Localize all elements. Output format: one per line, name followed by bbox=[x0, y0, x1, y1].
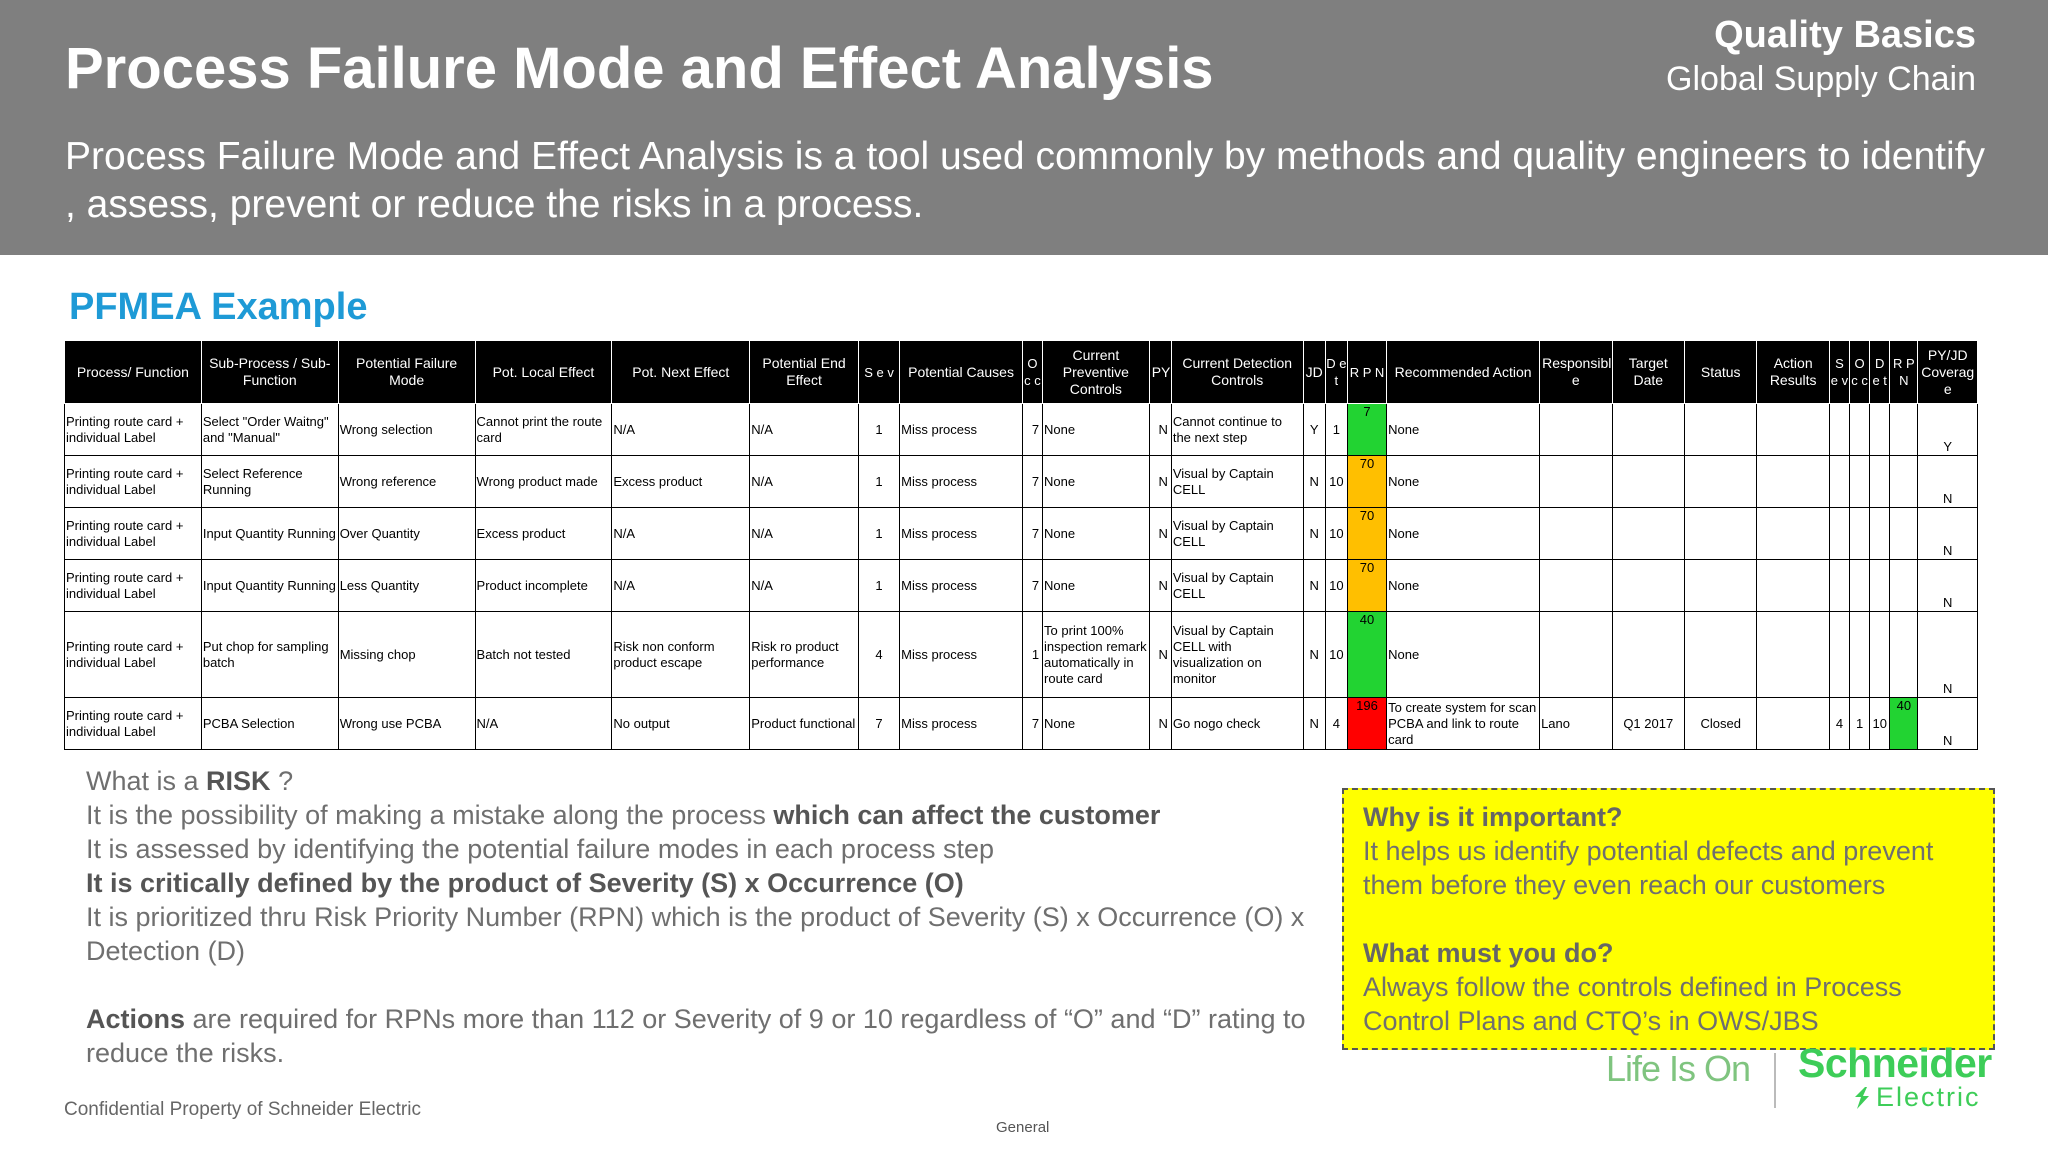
cell-process: Printing route card + individual Label bbox=[65, 508, 202, 560]
cell-detection: Visual by Captain CELL bbox=[1171, 508, 1303, 560]
logo-divider bbox=[1774, 1053, 1776, 1108]
cell-results bbox=[1757, 404, 1829, 456]
cell-preventive: None bbox=[1043, 404, 1150, 456]
cell-sev: 7 bbox=[858, 698, 899, 750]
cell-coverage: N bbox=[1918, 698, 1978, 750]
column-header: D e t bbox=[1325, 341, 1347, 404]
risk-question bbox=[86, 764, 1306, 798]
cell-failure-mode: Wrong selection bbox=[338, 404, 475, 456]
cell-jd: N bbox=[1303, 508, 1325, 560]
column-header: Pot. Local Effect bbox=[475, 341, 612, 404]
column-header: Pot. Next Effect bbox=[612, 341, 750, 404]
classification-label: General bbox=[996, 1119, 1050, 1136]
confidential-notice: Confidential Property of Schneider Electric bbox=[64, 1099, 421, 1120]
column-header: Process/ Function bbox=[65, 341, 202, 404]
cell-det2 bbox=[1870, 560, 1890, 612]
cell-rpn2 bbox=[1890, 508, 1918, 560]
cell-coverage: N bbox=[1918, 560, 1978, 612]
cell-next-effect: No output bbox=[612, 698, 750, 750]
cell-jd: N bbox=[1303, 698, 1325, 750]
cell-next-effect: N/A bbox=[612, 508, 750, 560]
cell-jd: N bbox=[1303, 612, 1325, 698]
cell-preventive: To print 100% inspection remark automatically in route card bbox=[1043, 612, 1150, 698]
table-header bbox=[65, 341, 1978, 404]
cell-occ2 bbox=[1850, 612, 1870, 698]
cell-next-effect: Excess product bbox=[612, 456, 750, 508]
cell-py: N bbox=[1149, 508, 1171, 560]
cell-preventive: None bbox=[1043, 508, 1150, 560]
column-header: Status bbox=[1684, 341, 1756, 404]
table-row bbox=[65, 698, 1978, 750]
column-header: PY/JD Coverag e bbox=[1918, 341, 1978, 404]
cell-coverage: N bbox=[1918, 456, 1978, 508]
cell-end-effect: Product functional bbox=[750, 698, 859, 750]
risk-actions-text: are required for RPNs more than 112 or Severity of 9 or 10 regardless of “O” and “D” rating to reduce the risks. bbox=[86, 1004, 1306, 1068]
cell-local-effect: Wrong product made bbox=[475, 456, 612, 508]
risk-line-4: It is prioritized thru Risk Priority Number (RPN) which is the product of Severity (S) x Occurrence (O) x Detection (D) bbox=[86, 902, 1305, 966]
cell-sev2 bbox=[1829, 404, 1849, 456]
cell-causes: Miss process bbox=[900, 612, 1023, 698]
cell-sev2 bbox=[1829, 456, 1849, 508]
cell-rpn2 bbox=[1890, 560, 1918, 612]
cell-results bbox=[1757, 560, 1829, 612]
column-header: O c c bbox=[1850, 341, 1870, 404]
column-header: S e v bbox=[1829, 341, 1849, 404]
cell-rpn: 40 bbox=[1347, 612, 1386, 698]
column-header: Action Results bbox=[1757, 341, 1829, 404]
cell-jd: N bbox=[1303, 560, 1325, 612]
column-header: R P N bbox=[1347, 341, 1386, 404]
cell-results bbox=[1757, 698, 1829, 750]
cell-occ2 bbox=[1850, 508, 1870, 560]
cell-det2 bbox=[1870, 508, 1890, 560]
page-title: Process Failure Mode and Effect Analysis bbox=[65, 36, 1214, 101]
cell-det: 4 bbox=[1325, 698, 1347, 750]
cell-local-effect: Product incomplete bbox=[475, 560, 612, 612]
cell-sev: 1 bbox=[858, 560, 899, 612]
cell-next-effect: N/A bbox=[612, 404, 750, 456]
cell-status bbox=[1684, 456, 1756, 508]
cell-det: 10 bbox=[1325, 560, 1347, 612]
cell-results bbox=[1757, 508, 1829, 560]
cell-failure-mode: Over Quantity bbox=[338, 508, 475, 560]
cell-occ2 bbox=[1850, 404, 1870, 456]
example-heading: PFMEA Example bbox=[69, 286, 368, 328]
cell-causes: Miss process bbox=[900, 698, 1023, 750]
risk-question-bold: RISK bbox=[206, 766, 271, 796]
cell-detection: Visual by Captain CELL bbox=[1171, 560, 1303, 612]
cell-action: To create system for scan PCBA and link to route card bbox=[1387, 698, 1540, 750]
cell-responsible: Lano bbox=[1540, 698, 1612, 750]
table-row bbox=[65, 612, 1978, 698]
cell-sub-process: PCBA Selection bbox=[201, 698, 338, 750]
cell-end-effect: Risk ro product performance bbox=[750, 612, 859, 698]
column-header: Recommended Action bbox=[1387, 341, 1540, 404]
cell-sev2 bbox=[1829, 612, 1849, 698]
cell-sev2 bbox=[1829, 560, 1849, 612]
brand-subtitle: Global Supply Chain bbox=[1666, 60, 1976, 98]
life-is-on-slogan: Life Is On bbox=[1606, 1048, 1751, 1089]
importance-callout bbox=[1342, 788, 1995, 1050]
cell-target bbox=[1612, 456, 1684, 508]
cell-responsible bbox=[1540, 456, 1612, 508]
cell-sev: 1 bbox=[858, 404, 899, 456]
cell-failure-mode: Less Quantity bbox=[338, 560, 475, 612]
risk-line-3-bold: It is critically defined by the product of Severity (S) x Occurrence (O) bbox=[86, 868, 964, 898]
table-row bbox=[65, 508, 1978, 560]
cell-det: 10 bbox=[1325, 456, 1347, 508]
cell-action: None bbox=[1387, 456, 1540, 508]
risk-actions-bold: Actions bbox=[86, 1004, 186, 1034]
table-row bbox=[65, 404, 1978, 456]
pfmea-table bbox=[64, 340, 1978, 750]
cell-jd: Y bbox=[1303, 404, 1325, 456]
cell-next-effect: N/A bbox=[612, 560, 750, 612]
column-header: D e t bbox=[1870, 341, 1890, 404]
cell-causes: Miss process bbox=[900, 560, 1023, 612]
cell-occ: 7 bbox=[1022, 404, 1042, 456]
column-header: Potential End Effect bbox=[750, 341, 859, 404]
cell-occ2 bbox=[1850, 456, 1870, 508]
cell-sub-process: Select Reference Running bbox=[201, 456, 338, 508]
cell-preventive: None bbox=[1043, 698, 1150, 750]
cell-det: 10 bbox=[1325, 508, 1347, 560]
cell-process: Printing route card + individual Label bbox=[65, 698, 202, 750]
column-header: Current Preventive Controls bbox=[1043, 341, 1150, 404]
cell-py: N bbox=[1149, 456, 1171, 508]
cell-action: None bbox=[1387, 404, 1540, 456]
cell-coverage: N bbox=[1918, 508, 1978, 560]
column-header: PY bbox=[1149, 341, 1171, 404]
cell-sub-process: Input Quantity Running bbox=[201, 508, 338, 560]
cell-end-effect: N/A bbox=[750, 404, 859, 456]
cell-rpn2: 40 bbox=[1890, 698, 1918, 750]
column-header: Potential Failure Mode bbox=[338, 341, 475, 404]
cell-status bbox=[1684, 404, 1756, 456]
cell-local-effect: Excess product bbox=[475, 508, 612, 560]
cell-det: 10 bbox=[1325, 612, 1347, 698]
cell-detection: Go nogo check bbox=[1171, 698, 1303, 750]
must-heading bbox=[1363, 936, 1974, 970]
cell-sev: 1 bbox=[858, 508, 899, 560]
schneider-logo-word: Schneider bbox=[1798, 1040, 1992, 1086]
cell-end-effect: N/A bbox=[750, 560, 859, 612]
cell-target bbox=[1612, 612, 1684, 698]
cell-target bbox=[1612, 560, 1684, 612]
column-header: JD bbox=[1303, 341, 1325, 404]
cell-process: Printing route card + individual Label bbox=[65, 612, 202, 698]
cell-jd: N bbox=[1303, 456, 1325, 508]
risk-line-1-bold: which can affect the customer bbox=[773, 800, 1161, 830]
must-heading-text: What must you do? bbox=[1363, 938, 1614, 968]
column-header: S e v bbox=[858, 341, 899, 404]
column-header: Sub-Process / Sub-Function bbox=[201, 341, 338, 404]
cell-rpn2 bbox=[1890, 456, 1918, 508]
risk-question-suffix: ? bbox=[270, 766, 294, 796]
cell-det: 1 bbox=[1325, 404, 1347, 456]
must-text: Always follow the controls defined in Process Control Plans and CTQ’s in OWS/JBS bbox=[1363, 972, 1902, 1036]
cell-sev: 1 bbox=[858, 456, 899, 508]
column-header: Responsibl e bbox=[1540, 341, 1612, 404]
cell-sub-process: Select "Order Waitng" and "Manual" bbox=[201, 404, 338, 456]
column-header: Target Date bbox=[1612, 341, 1684, 404]
column-header: Current Detection Controls bbox=[1171, 341, 1303, 404]
cell-sev2: 4 bbox=[1829, 698, 1849, 750]
cell-detection: Cannot continue to the next step bbox=[1171, 404, 1303, 456]
brand-title: Quality Basics bbox=[1714, 14, 1976, 56]
cell-py: N bbox=[1149, 698, 1171, 750]
cell-results bbox=[1757, 612, 1829, 698]
cell-py: N bbox=[1149, 560, 1171, 612]
cell-end-effect: N/A bbox=[750, 456, 859, 508]
cell-occ: 1 bbox=[1022, 612, 1042, 698]
cell-rpn2 bbox=[1890, 404, 1918, 456]
cell-occ2: 1 bbox=[1850, 698, 1870, 750]
cell-rpn: 70 bbox=[1347, 508, 1386, 560]
cell-target bbox=[1612, 404, 1684, 456]
cell-local-effect: Cannot print the route card bbox=[475, 404, 612, 456]
cell-action: None bbox=[1387, 508, 1540, 560]
cell-detection: Visual by Captain CELL bbox=[1171, 456, 1303, 508]
intro-text: Process Failure Mode and Effect Analysis is a tool used commonly by methods and quality engineers to identify , assess, prevent or reduce the risks in a process. bbox=[65, 135, 1985, 226]
cell-status bbox=[1684, 612, 1756, 698]
cell-failure-mode: Missing chop bbox=[338, 612, 475, 698]
cell-action: None bbox=[1387, 612, 1540, 698]
cell-target: Q1 2017 bbox=[1612, 698, 1684, 750]
risk-line-1-text: It is the possibility of making a mistake along the process bbox=[86, 800, 774, 830]
cell-detection: Visual by Captain CELL with visualization on monitor bbox=[1171, 612, 1303, 698]
cell-rpn: 7 bbox=[1347, 404, 1386, 456]
why-heading bbox=[1363, 800, 1974, 834]
schneider-logo-electric: Electric bbox=[1876, 1082, 1981, 1112]
cell-end-effect: N/A bbox=[750, 508, 859, 560]
cell-det2 bbox=[1870, 612, 1890, 698]
cell-causes: Miss process bbox=[900, 508, 1023, 560]
cell-py: N bbox=[1149, 612, 1171, 698]
risk-line-3 bbox=[86, 866, 1306, 900]
cell-sub-process: Input Quantity Running bbox=[201, 560, 338, 612]
cell-coverage: Y bbox=[1918, 404, 1978, 456]
risk-line-2: It is assessed by identifying the potential failure modes in each process step bbox=[86, 834, 995, 864]
cell-responsible bbox=[1540, 612, 1612, 698]
cell-results bbox=[1757, 456, 1829, 508]
risk-actions bbox=[86, 1002, 1306, 1070]
header-banner bbox=[0, 0, 2048, 255]
cell-sev: 4 bbox=[858, 612, 899, 698]
cell-rpn2 bbox=[1890, 612, 1918, 698]
cell-det2: 10 bbox=[1870, 698, 1890, 750]
cell-next-effect: Risk non conform product escape bbox=[612, 612, 750, 698]
cell-status bbox=[1684, 560, 1756, 612]
cell-occ: 7 bbox=[1022, 508, 1042, 560]
cell-sub-process: Put chop for sampling batch bbox=[201, 612, 338, 698]
cell-process: Printing route card + individual Label bbox=[65, 560, 202, 612]
cell-coverage: N bbox=[1918, 612, 1978, 698]
cell-rpn: 70 bbox=[1347, 456, 1386, 508]
cell-status bbox=[1684, 508, 1756, 560]
cell-occ2 bbox=[1850, 560, 1870, 612]
cell-occ: 7 bbox=[1022, 456, 1042, 508]
cell-sev2 bbox=[1829, 508, 1849, 560]
cell-det2 bbox=[1870, 456, 1890, 508]
cell-failure-mode: Wrong reference bbox=[338, 456, 475, 508]
cell-action: None bbox=[1387, 560, 1540, 612]
cell-occ: 7 bbox=[1022, 698, 1042, 750]
risk-explanation bbox=[86, 764, 1306, 1070]
cell-preventive: None bbox=[1043, 560, 1150, 612]
cell-det2 bbox=[1870, 404, 1890, 456]
cell-py: N bbox=[1149, 404, 1171, 456]
cell-rpn: 70 bbox=[1347, 560, 1386, 612]
cell-status: Closed bbox=[1684, 698, 1756, 750]
column-header: R P N bbox=[1890, 341, 1918, 404]
cell-responsible bbox=[1540, 404, 1612, 456]
cell-causes: Miss process bbox=[900, 404, 1023, 456]
cell-process: Printing route card + individual Label bbox=[65, 404, 202, 456]
schneider-logo-icon bbox=[1851, 1085, 1873, 1111]
cell-local-effect: Batch not tested bbox=[475, 612, 612, 698]
risk-line-1 bbox=[86, 798, 1306, 832]
column-header: O c c bbox=[1022, 341, 1042, 404]
cell-failure-mode: Wrong use PCBA bbox=[338, 698, 475, 750]
why-heading-text: Why is it important? bbox=[1363, 802, 1623, 832]
cell-process: Printing route card + individual Label bbox=[65, 456, 202, 508]
column-header: Potential Causes bbox=[900, 341, 1023, 404]
cell-responsible bbox=[1540, 508, 1612, 560]
why-text: It helps us identify potential defects and prevent them before they even reach our customers bbox=[1363, 836, 1934, 900]
table-row bbox=[65, 560, 1978, 612]
cell-target bbox=[1612, 508, 1684, 560]
table-row bbox=[65, 456, 1978, 508]
cell-responsible bbox=[1540, 560, 1612, 612]
risk-question-prefix: What is a bbox=[86, 766, 207, 796]
cell-preventive: None bbox=[1043, 456, 1150, 508]
cell-occ: 7 bbox=[1022, 560, 1042, 612]
cell-rpn: 196 bbox=[1347, 698, 1386, 750]
cell-local-effect: N/A bbox=[475, 698, 612, 750]
cell-causes: Miss process bbox=[900, 456, 1023, 508]
